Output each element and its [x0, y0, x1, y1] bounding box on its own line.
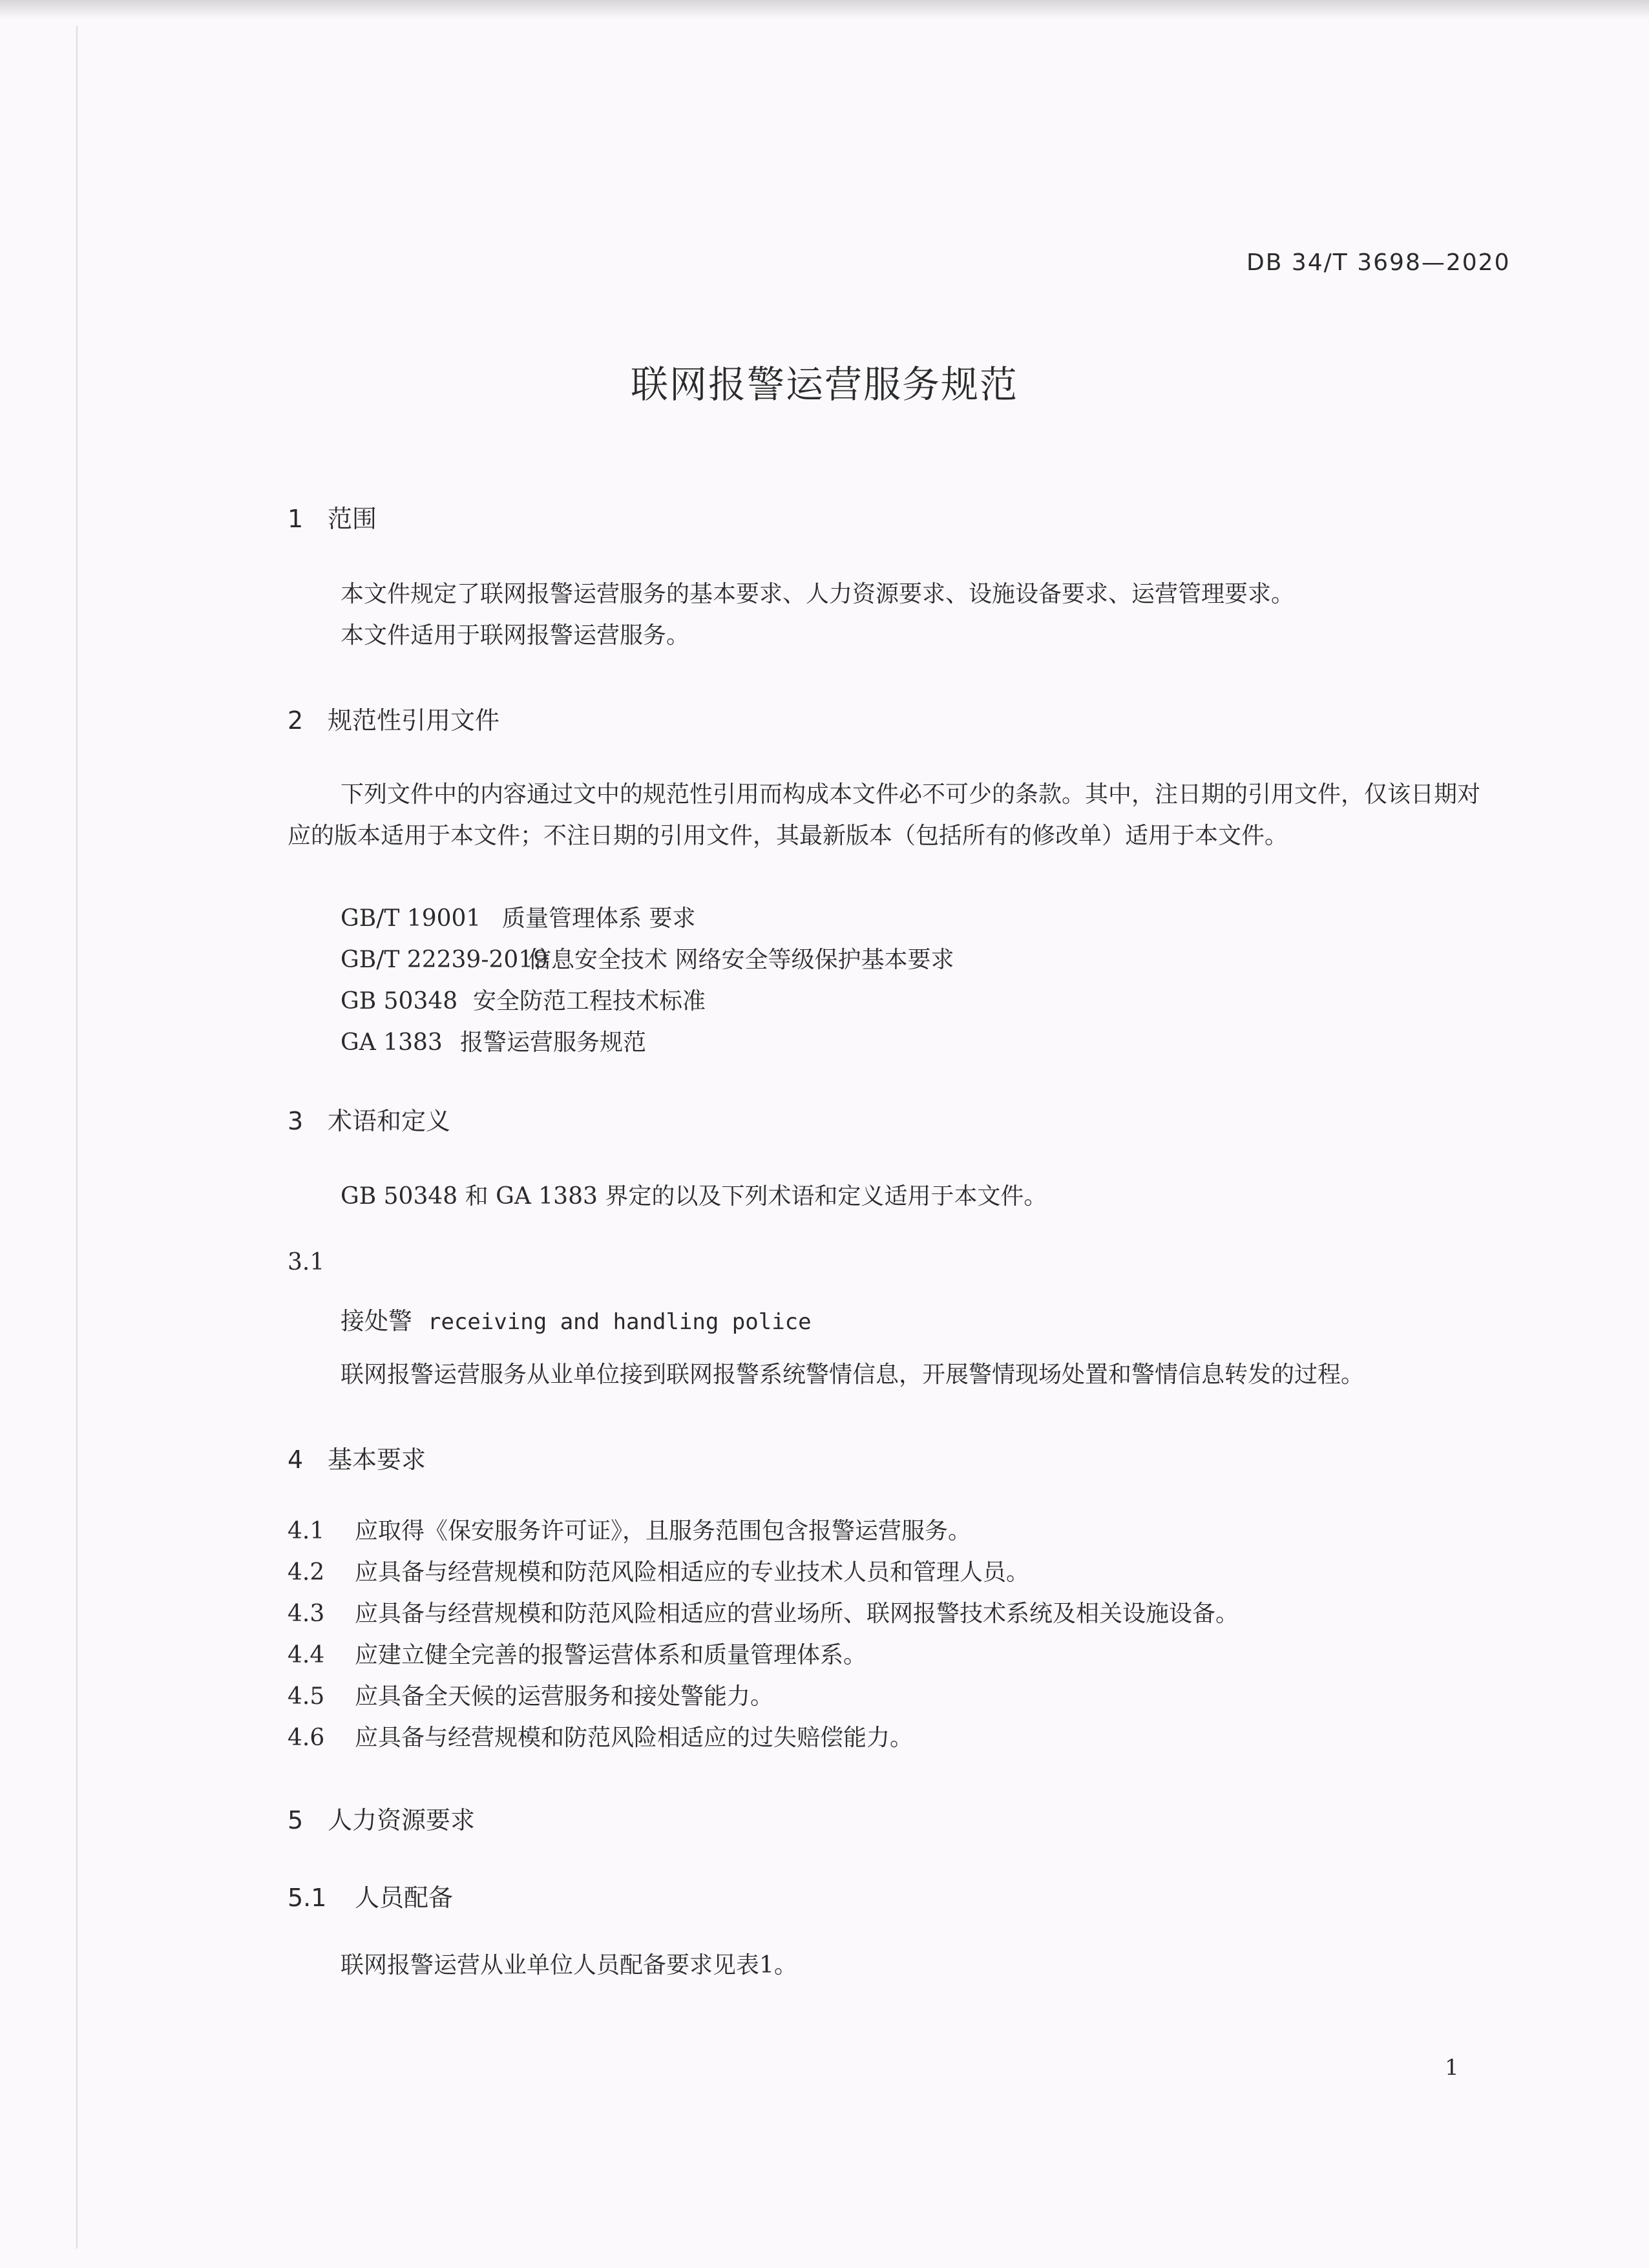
- document-title: 联网报警运营服务规范: [630, 362, 1018, 406]
- section-number: 1: [288, 505, 304, 533]
- reference-item: [341, 1022, 646, 1064]
- reference-code: GB 50348: [341, 988, 458, 1014]
- reference-name: 报警运营服务规范: [460, 1029, 647, 1056]
- reference-code: GB/T 22239-2019: [341, 947, 549, 973]
- paragraph: 本文件规定了联网报警运营服务的基本要求、人力资源要求、设施设备要求、运营管理要求。: [341, 581, 1295, 607]
- term-number: 3.1: [288, 1249, 325, 1276]
- requirement-text: 应具备与经营规模和防范风险相适应的营业场所、联网报警技术系统及相关设施设备。: [355, 1601, 1239, 1627]
- term-cn: 接处警: [341, 1307, 412, 1335]
- paragraph: 下列文件中的内容通过文中的规范性引用而构成本文件必不可少的条款。其中，注日期的引用文件，仅该日期对应的版本适用于本文件；不注日期的引用文件，其最新版本（包括所有的修改单）适用于本文件。: [288, 781, 1481, 849]
- section-1-heading: [288, 499, 377, 534]
- subsection-5-1-heading: [288, 1878, 453, 1913]
- requirement-text: 应具备与经营规模和防范风险相适应的专业技术人员和管理人员。: [355, 1559, 1030, 1586]
- requirement-text: 应具备全天候的运营服务和接处警能力。: [355, 1683, 774, 1710]
- reference-item: [341, 940, 954, 981]
- term-entry: [341, 1301, 812, 1336]
- section-title: 范围: [328, 505, 377, 533]
- requirement-number: 4.4: [288, 1642, 325, 1668]
- section-4-heading: [288, 1440, 426, 1475]
- requirement-item: [288, 1593, 1239, 1635]
- paragraph: GB 50348 和 GA 1383 界定的以及下列术语和定义适用于本文件。: [341, 1183, 1047, 1210]
- requirement-item: [288, 1717, 913, 1759]
- reference-code: GB/T 19001: [341, 905, 481, 932]
- reference-name: 信息安全技术 网络安全等级保护基本要求: [528, 947, 954, 973]
- section-3-heading: [288, 1101, 450, 1137]
- requirement-item: [288, 1676, 773, 1717]
- section-title: 基本要求: [328, 1445, 426, 1474]
- term-definition: 联网报警运营服务从业单位接到联网报警系统警情信息，开展警情现场处置和警情信息转发的过程。: [341, 1361, 1365, 1388]
- requirement-text: 应建立健全完善的报警运营体系和质量管理体系。: [355, 1642, 867, 1668]
- paragraph: 联网报警运营从业单位人员配备要求见表1。: [341, 1952, 797, 1979]
- requirement-text: 应取得《保安服务许可证》，且服务范围包含报警运营服务。: [355, 1518, 972, 1544]
- requirement-item: [288, 1635, 867, 1676]
- requirement-number: 4.3: [288, 1601, 325, 1627]
- requirement-text: 应具备与经营规模和防范风险相适应的过失赔偿能力。: [355, 1725, 914, 1751]
- section-title: 人力资源要求: [328, 1806, 476, 1834]
- section-title: 术语和定义: [328, 1107, 451, 1135]
- reference-code: GA 1383: [341, 1029, 443, 1056]
- section-number: 3: [288, 1107, 304, 1135]
- section-5-heading: [288, 1800, 475, 1836]
- section-number: 2: [288, 706, 304, 735]
- requirement-item: [288, 1552, 1029, 1593]
- section-2-heading: [288, 700, 499, 736]
- term-en: receiving and handling police: [428, 1309, 812, 1335]
- subsection-title: 人员配备: [355, 1884, 454, 1912]
- requirement-number: 4.5: [288, 1683, 325, 1710]
- section-number: 4: [288, 1445, 304, 1474]
- reference-name: 质量管理体系 要求: [502, 905, 696, 932]
- requirement-number: 4.2: [288, 1559, 325, 1586]
- reference-item: [341, 981, 706, 1022]
- section-title: 规范性引用文件: [328, 706, 500, 735]
- requirement-item: [288, 1511, 971, 1552]
- requirement-number: 4.6: [288, 1725, 325, 1751]
- reference-name: 安全防范工程技术标准: [473, 988, 706, 1014]
- section-number: 5: [288, 1806, 304, 1834]
- reference-item: [341, 898, 695, 940]
- page-number: 1: [1445, 2055, 1459, 2081]
- standard-number: DB 34/T 3698—2020: [1246, 249, 1511, 276]
- paragraph: 本文件适用于联网报警运营服务。: [341, 622, 690, 649]
- requirement-number: 4.1: [288, 1518, 325, 1544]
- subsection-number: 5.1: [288, 1884, 327, 1912]
